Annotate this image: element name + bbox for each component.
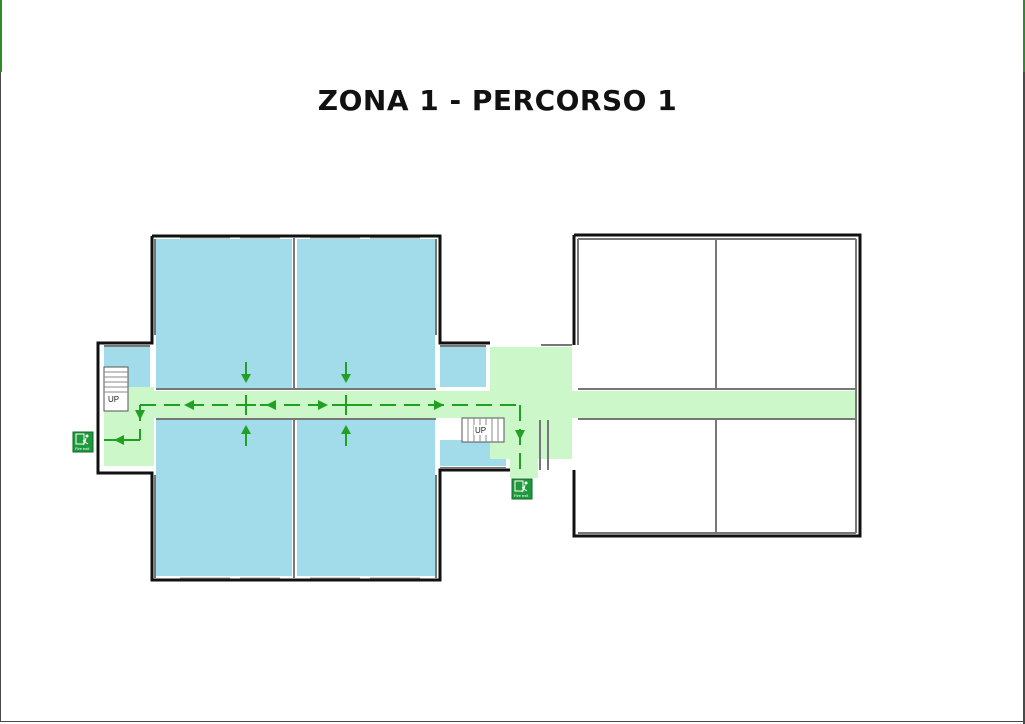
stair-west xyxy=(104,367,128,411)
stair-west-label: UP xyxy=(108,395,120,404)
room-top-right xyxy=(297,239,435,389)
exit-sign-west-text: Fire exit xyxy=(75,446,90,451)
right-inner-walls xyxy=(578,238,856,533)
stair-east xyxy=(462,418,504,442)
exit-sign-south-text: Fire exit xyxy=(514,493,529,498)
room-top-left xyxy=(156,239,292,389)
exit-sign-south xyxy=(512,479,532,499)
left-building xyxy=(98,236,572,580)
room-east-small-top xyxy=(440,347,486,387)
corridor-right xyxy=(572,391,856,418)
right-building xyxy=(540,235,860,536)
stair-east-label: UP xyxy=(475,426,487,435)
corridor-exit-south xyxy=(510,418,538,478)
room-bottom-left xyxy=(156,420,292,576)
page-title: ZONA 1 - PERCORSO 1 xyxy=(317,84,678,117)
room-bottom-right xyxy=(297,420,435,576)
exit-sign-west xyxy=(73,432,93,452)
